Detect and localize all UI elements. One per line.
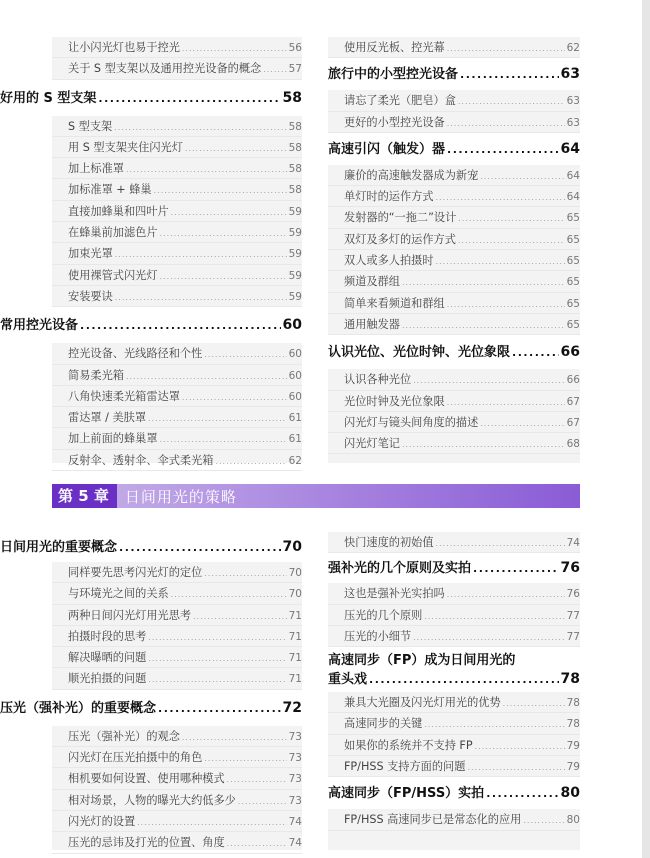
toc-section-heading[interactable]: 日间用光的重要概念 ..... 70 [0,532,302,562]
toc-entry[interactable]: 双人或多人拍摄时 ..... 65 [328,250,580,271]
toc-section-heading[interactable]: 认识光位、光位时钟、光位象限 ..... 66 [328,335,580,369]
toc-entry[interactable]: 直接加蜂巢和四叶片 ..... 59 [52,201,302,222]
toc-entry[interactable]: 反射伞、透射伞、伞式柔光箱 ..... 62 [52,450,302,471]
toc-section-heading[interactable]: 好用的 S 型支架 ..... 58 [0,80,302,116]
toc-entry[interactable]: 让小闪光灯也易于控光 ..... 56 [52,37,302,58]
toc-column-bottom-right [328,532,580,850]
toc-entry[interactable]: 同样要先思考闪光灯的定位 ..... 70 [52,562,302,583]
toc-entry[interactable]: 压光的几个原则 ..... 77 [328,605,580,626]
toc-entry[interactable]: 简易柔光箱 ..... 60 [52,365,302,386]
toc-entry[interactable]: 用 S 型支架夹住闪光灯 ..... 58 [52,137,302,158]
toc-column-top-right [328,37,580,463]
toc-entry[interactable]: 加上标准罩 ..... 58 [52,158,302,179]
toc-entry[interactable]: 使用裸管式闪光灯 ..... 59 [52,265,302,286]
toc-entry[interactable]: 快门速度的初始值 ..... 74 [328,532,580,553]
toc-entry[interactable]: 安装要诀 ..... 59 [52,286,302,307]
toc-entry[interactable]: 闪光灯与镜头间角度的描述 ..... 67 [328,412,580,433]
toc-entry[interactable]: 压光（强补光）的观念 ..... 73 [52,726,302,747]
toc-entry[interactable]: 更好的小型控光设备 ..... 63 [328,112,580,133]
toc-section-heading[interactable]: 高速同步（FP/HSS）实拍 ..... 80 [328,777,580,809]
toc-section-heading[interactable]: 旅行中的小型控光设备 ..... 63 [328,58,580,90]
chapter-banner[interactable] [52,484,580,508]
toc-entry[interactable]: 高速同步的关键 ..... 78 [328,713,580,734]
toc-entry[interactable]: 相对场景，人物的曝光大约低多少 ..... 73 [52,790,302,811]
toc-entry[interactable]: 通用触发器 ..... 65 [328,314,580,335]
chapter-title: 日间用光的策略 [124,487,237,506]
toc-column-bottom-left [0,532,302,850]
toc-entry[interactable]: 加束光罩 ..... 59 [52,243,302,264]
toc-entry[interactable]: 压光的小细节 ..... 77 [328,626,580,647]
toc-entry[interactable]: 控光设备、光线路径和个性 ..... 60 [52,343,302,364]
toc-entry[interactable]: 闪光灯笔记 ..... 68 [328,433,580,454]
toc-entry[interactable]: 相机要如何设置、使用哪种模式 ..... 73 [52,768,302,789]
toc-entry[interactable]: 压光的忌讳及打光的位置、角度 ..... 74 [52,832,302,853]
toc-entry[interactable]: 频道及群组 ..... 65 [328,271,580,292]
toc-entry[interactable]: 双灯及多灯的运作方式 ..... 65 [328,229,580,250]
toc-entry[interactable]: 解决曝晒的问题 ..... 71 [52,647,302,668]
toc-section-heading[interactable]: 高速引闪（触发）器 ..... 64 [328,133,580,165]
toc-entry[interactable]: 顺光拍摄的问题 ..... 71 [52,668,302,689]
toc-column-top-left [0,37,302,467]
toc-entry[interactable]: 兼具大光圈及闪光灯用光的优势 ..... 78 [328,692,580,713]
toc-entry[interactable]: 加标准罩 + 蜂巢 ..... 58 [52,179,302,200]
toc-section-heading[interactable]: 强补光的几个原则及实拍 ..... 76 [328,553,580,583]
toc-entry[interactable]: 与环境光之间的关系 ..... 70 [52,583,302,604]
toc-entry[interactable]: 认识各种光位 ..... 66 [328,369,580,390]
toc-entry[interactable]: 加上前面的蜂巢罩 ..... 61 [52,428,302,449]
page-edge-shadow [642,0,650,858]
toc-entry[interactable]: 闪光灯的设置 ..... 74 [52,811,302,832]
toc-entry[interactable]: FP/HSS 支持方面的问题 ..... 79 [328,756,580,777]
toc-entry[interactable]: 闪光灯在压光拍摄中的角色 ..... 73 [52,747,302,768]
toc-entry[interactable]: 如果你的系统并不支持 FP ..... 79 [328,735,580,756]
toc-entry[interactable]: 关于 S 型支架以及通用控光设备的概念 ..... 57 [52,58,302,79]
chapter-number: 第 5 章 [52,484,117,508]
toc-entry[interactable]: 发射器的“一拖二”设计 ..... 65 [328,207,580,228]
toc-entry[interactable]: 雷达罩 / 美肤罩 ..... 61 [52,407,302,428]
toc-entry[interactable]: S 型支架 ..... 58 [52,116,302,137]
toc-entry[interactable]: 廉价的高速触发器成为新宠 ..... 64 [328,165,580,186]
toc-entry[interactable]: 两种日间闪光灯用光思考 ..... 71 [52,605,302,626]
toc-entry[interactable]: 在蜂巢前加滤色片 ..... 59 [52,222,302,243]
toc-entry[interactable]: 拍摄时段的思考 ..... 71 [52,626,302,647]
toc-entry[interactable]: 光位时钟及光位象限 ..... 67 [328,391,580,412]
toc-entry[interactable]: 单灯时的运作方式 ..... 64 [328,186,580,207]
toc-entry[interactable]: FP/HSS 高速同步已是常态化的应用 ..... 80 [328,809,580,830]
toc-section-heading[interactable]: 高速同步（FP）成为日间用光的 重头戏 ..... 78 [328,647,580,692]
toc-entry[interactable]: 八角快速柔光箱雷达罩 ..... 60 [52,386,302,407]
toc-entry[interactable]: 简单来看频道和群组 ..... 65 [328,293,580,314]
toc-entry[interactable]: 这也是强补光实拍吗 ..... 76 [328,583,580,604]
toc-section-heading[interactable]: 常用控光设备 ..... 60 [0,307,302,343]
toc-section-heading[interactable]: 压光（强补光）的重要概念 ..... 72 [0,690,302,726]
toc-entry[interactable]: 使用反光板、控光幕 ..... 62 [328,37,580,58]
toc-entry[interactable]: 请忘了柔光（肥皂）盒 ..... 63 [328,90,580,111]
